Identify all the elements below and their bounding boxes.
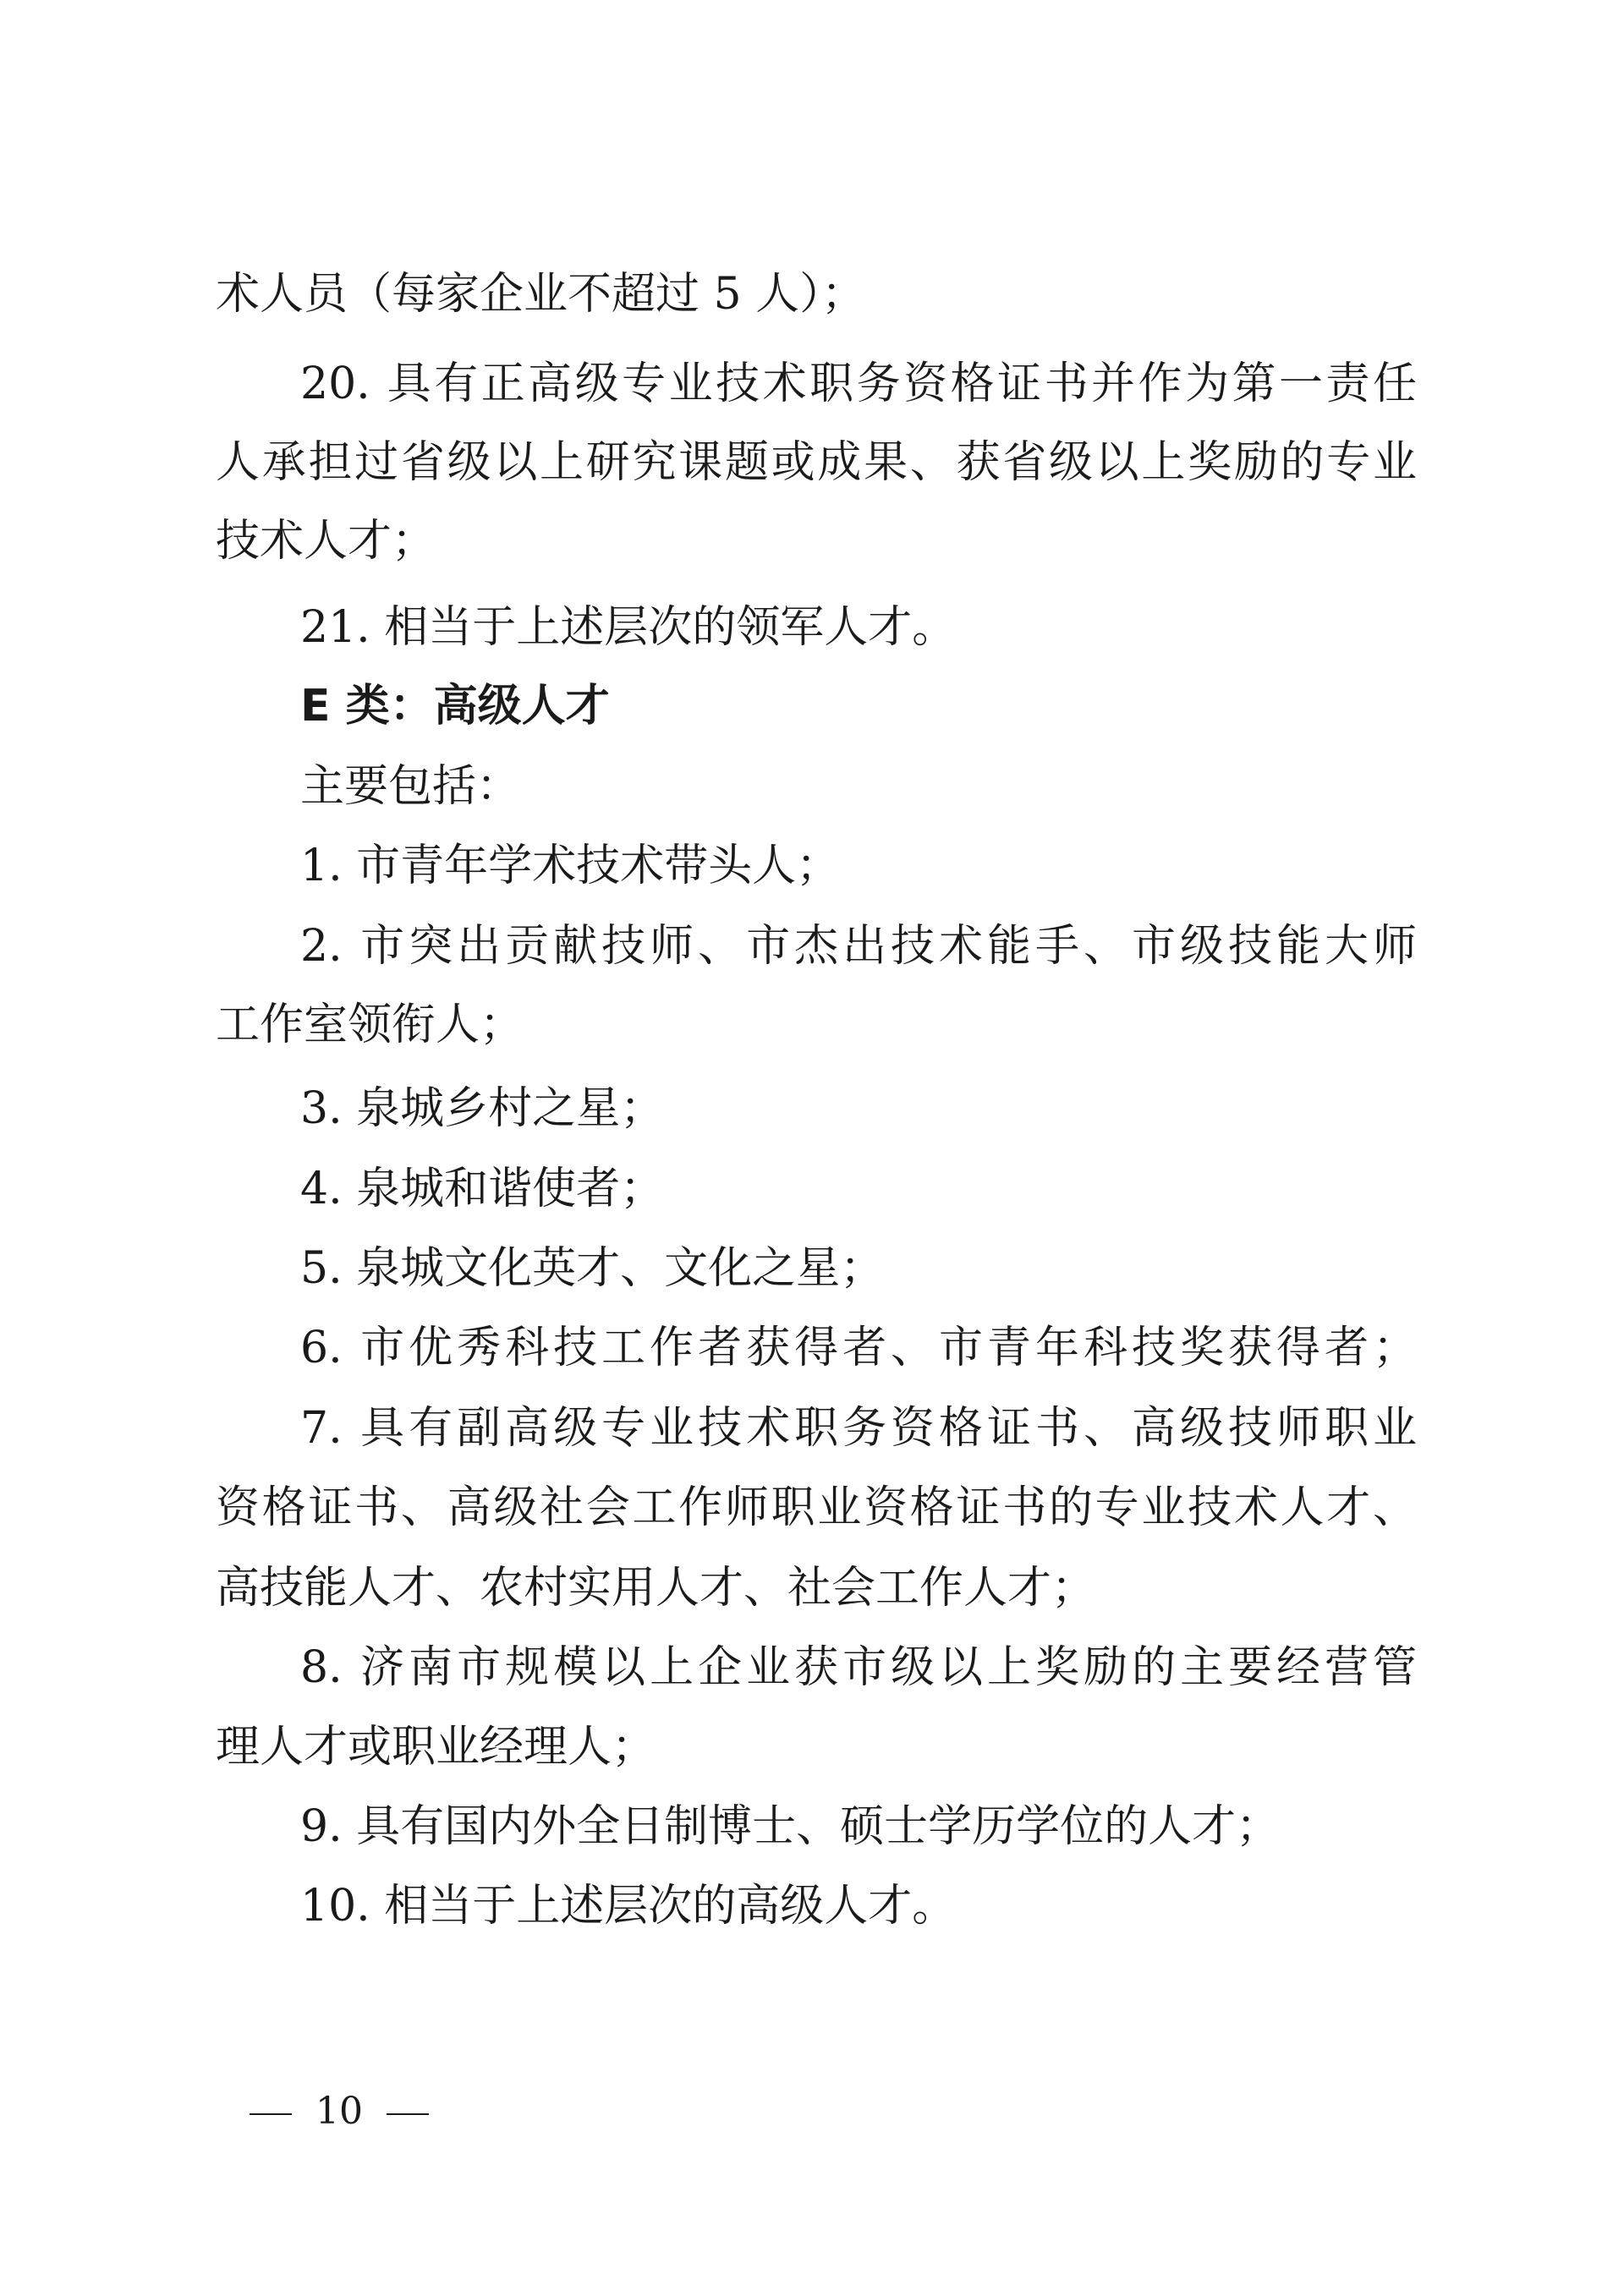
body-line: 技术人才； — [216, 516, 436, 567]
body-line: 人承担过省级以上研究课题或成果、获省级以上奖励的专业 — [216, 437, 1417, 488]
list-item: 8. 济南市规模以上企业获市级以上奖励的主要经营管 — [300, 1642, 1417, 1693]
dash-left — [250, 2113, 292, 2115]
list-item: 20. 具有正高级专业技术职务资格证书并作为第一责任 — [300, 359, 1417, 409]
intro-line: 主要包括： — [300, 761, 521, 812]
section-heading: E 类：高级人才 — [300, 681, 610, 732]
list-item: 3. 泉城乡村之星； — [300, 1083, 665, 1134]
list-item: 6. 市优秀科技工作者获得者、市青年科技奖获得者； — [300, 1323, 1417, 1373]
page-footer — [250, 2091, 429, 2133]
list-item: 21. 相当于上述层次的领军人才。 — [300, 602, 957, 653]
list-item: 5. 泉城文化英才、文化之星； — [300, 1243, 885, 1294]
body-line: 高技能人才、农村实用人才、社会工作人才； — [216, 1563, 1096, 1614]
body-line: 工作室领衔人； — [216, 1000, 524, 1050]
list-item: 10. 相当于上述层次的高级人才。 — [300, 1881, 957, 1932]
dash-right — [387, 2113, 429, 2115]
body-line: 资格证书、高级社会工作师职业资格证书的专业技术人才、 — [216, 1482, 1417, 1533]
page-number: 10 — [315, 2090, 363, 2133]
body-line: 理人才或职业经理人； — [216, 1722, 656, 1773]
list-item: 4. 泉城和谐使者； — [300, 1164, 665, 1214]
list-item: 7. 具有副高级专业技术职务资格证书、高级技师职业 — [300, 1403, 1417, 1454]
list-item: 2. 市突出贡献技师、市杰出技术能手、市级技能大师 — [300, 921, 1417, 972]
list-item: 9. 具有国内外全日制博士、硕士学历学位的人才； — [300, 1801, 1281, 1852]
list-item: 1. 市青年学术技术带头人； — [300, 841, 841, 891]
body-line: 术人员（每家企业不超过 5 人）； — [216, 269, 866, 320]
